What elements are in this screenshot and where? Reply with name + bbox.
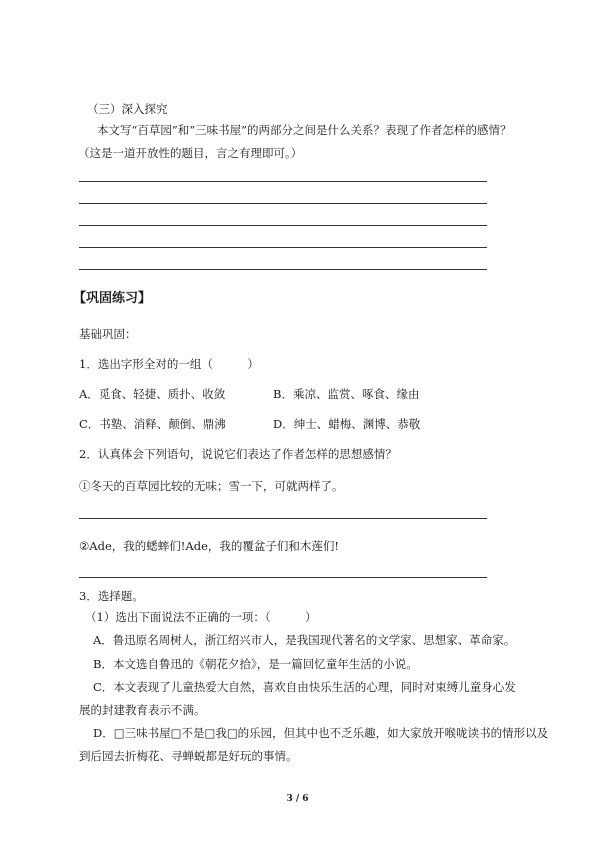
q2-sentence-1: ①冬天的百草园比较的无味；雪一下，可就两样了。 bbox=[79, 479, 344, 493]
answer-line bbox=[79, 518, 487, 519]
q3-option-d-line1: D．□三味书屋□不是□我□的乐园，但其中也不乏乐趣，如大家放开喉咙读书的情形以及 bbox=[93, 726, 549, 740]
consolidation-heading: 【巩固练习】 bbox=[73, 291, 152, 306]
q3-stem: 3．选择题。 bbox=[79, 589, 144, 603]
q2-sentence-2: ②Ade，我的蟋蟀们!Ade，我的覆盆子们和木莲们! bbox=[79, 539, 339, 553]
basic-label: 基础巩固： bbox=[79, 327, 137, 341]
explore-note: （这是一道开放性的题目，言之有理即可。） bbox=[78, 146, 303, 160]
answer-line bbox=[79, 225, 487, 226]
q1-option-d: D．绅士、蜡梅、渊博、恭敬 bbox=[273, 417, 421, 431]
q3-option-b: B．本文选自鲁迅的《朝花夕拾》，是一篇回忆童年生活的小说。 bbox=[93, 657, 418, 671]
answer-line bbox=[79, 203, 487, 204]
q3-option-a: A．鲁迅原名周树人，浙江绍兴市人，是我国现代著名的文学家、思想家、革命家。 bbox=[93, 633, 516, 647]
answer-line bbox=[79, 181, 487, 182]
q3-sub1: （1）选出下面说法不正确的一项：（ ） bbox=[85, 610, 317, 624]
answer-line bbox=[79, 269, 487, 270]
q3-option-c-line2: 展的封建教育表示不满。 bbox=[79, 703, 206, 717]
explore-question: 本文写“百草园”和“三味书屋”的两部分之间是什么关系？表现了作者怎样的感情？ bbox=[97, 123, 512, 137]
q1-option-c: C．书塾、消释、颠倒、鼎沸 bbox=[79, 417, 226, 431]
q3-option-d-line2: 到后园去折梅花、寻蝉蜕都是好玩的事情。 bbox=[79, 749, 298, 763]
q1-option-b: B．乘凉、监赏、啄食、缘由 bbox=[273, 387, 420, 401]
q1-option-a: A．觅食、轻捷、质扑、收敛 bbox=[79, 387, 226, 401]
answer-line bbox=[79, 577, 487, 578]
q2-stem: 2．认真体会下列语句，说说它们表达了作者怎样的思想感情？ bbox=[79, 447, 397, 461]
page-number: 3 / 6 bbox=[286, 794, 309, 804]
q3-option-c-line1: C．本文表现了儿童热爱大自然，喜欢自由快乐生活的心理，同时对束缚儿童身心发 bbox=[93, 680, 516, 694]
q1-stem: 1．选出字形全对的一组（ ） bbox=[79, 357, 259, 371]
explore-title: （三）深入探究 bbox=[87, 102, 168, 116]
answer-line bbox=[79, 247, 487, 248]
